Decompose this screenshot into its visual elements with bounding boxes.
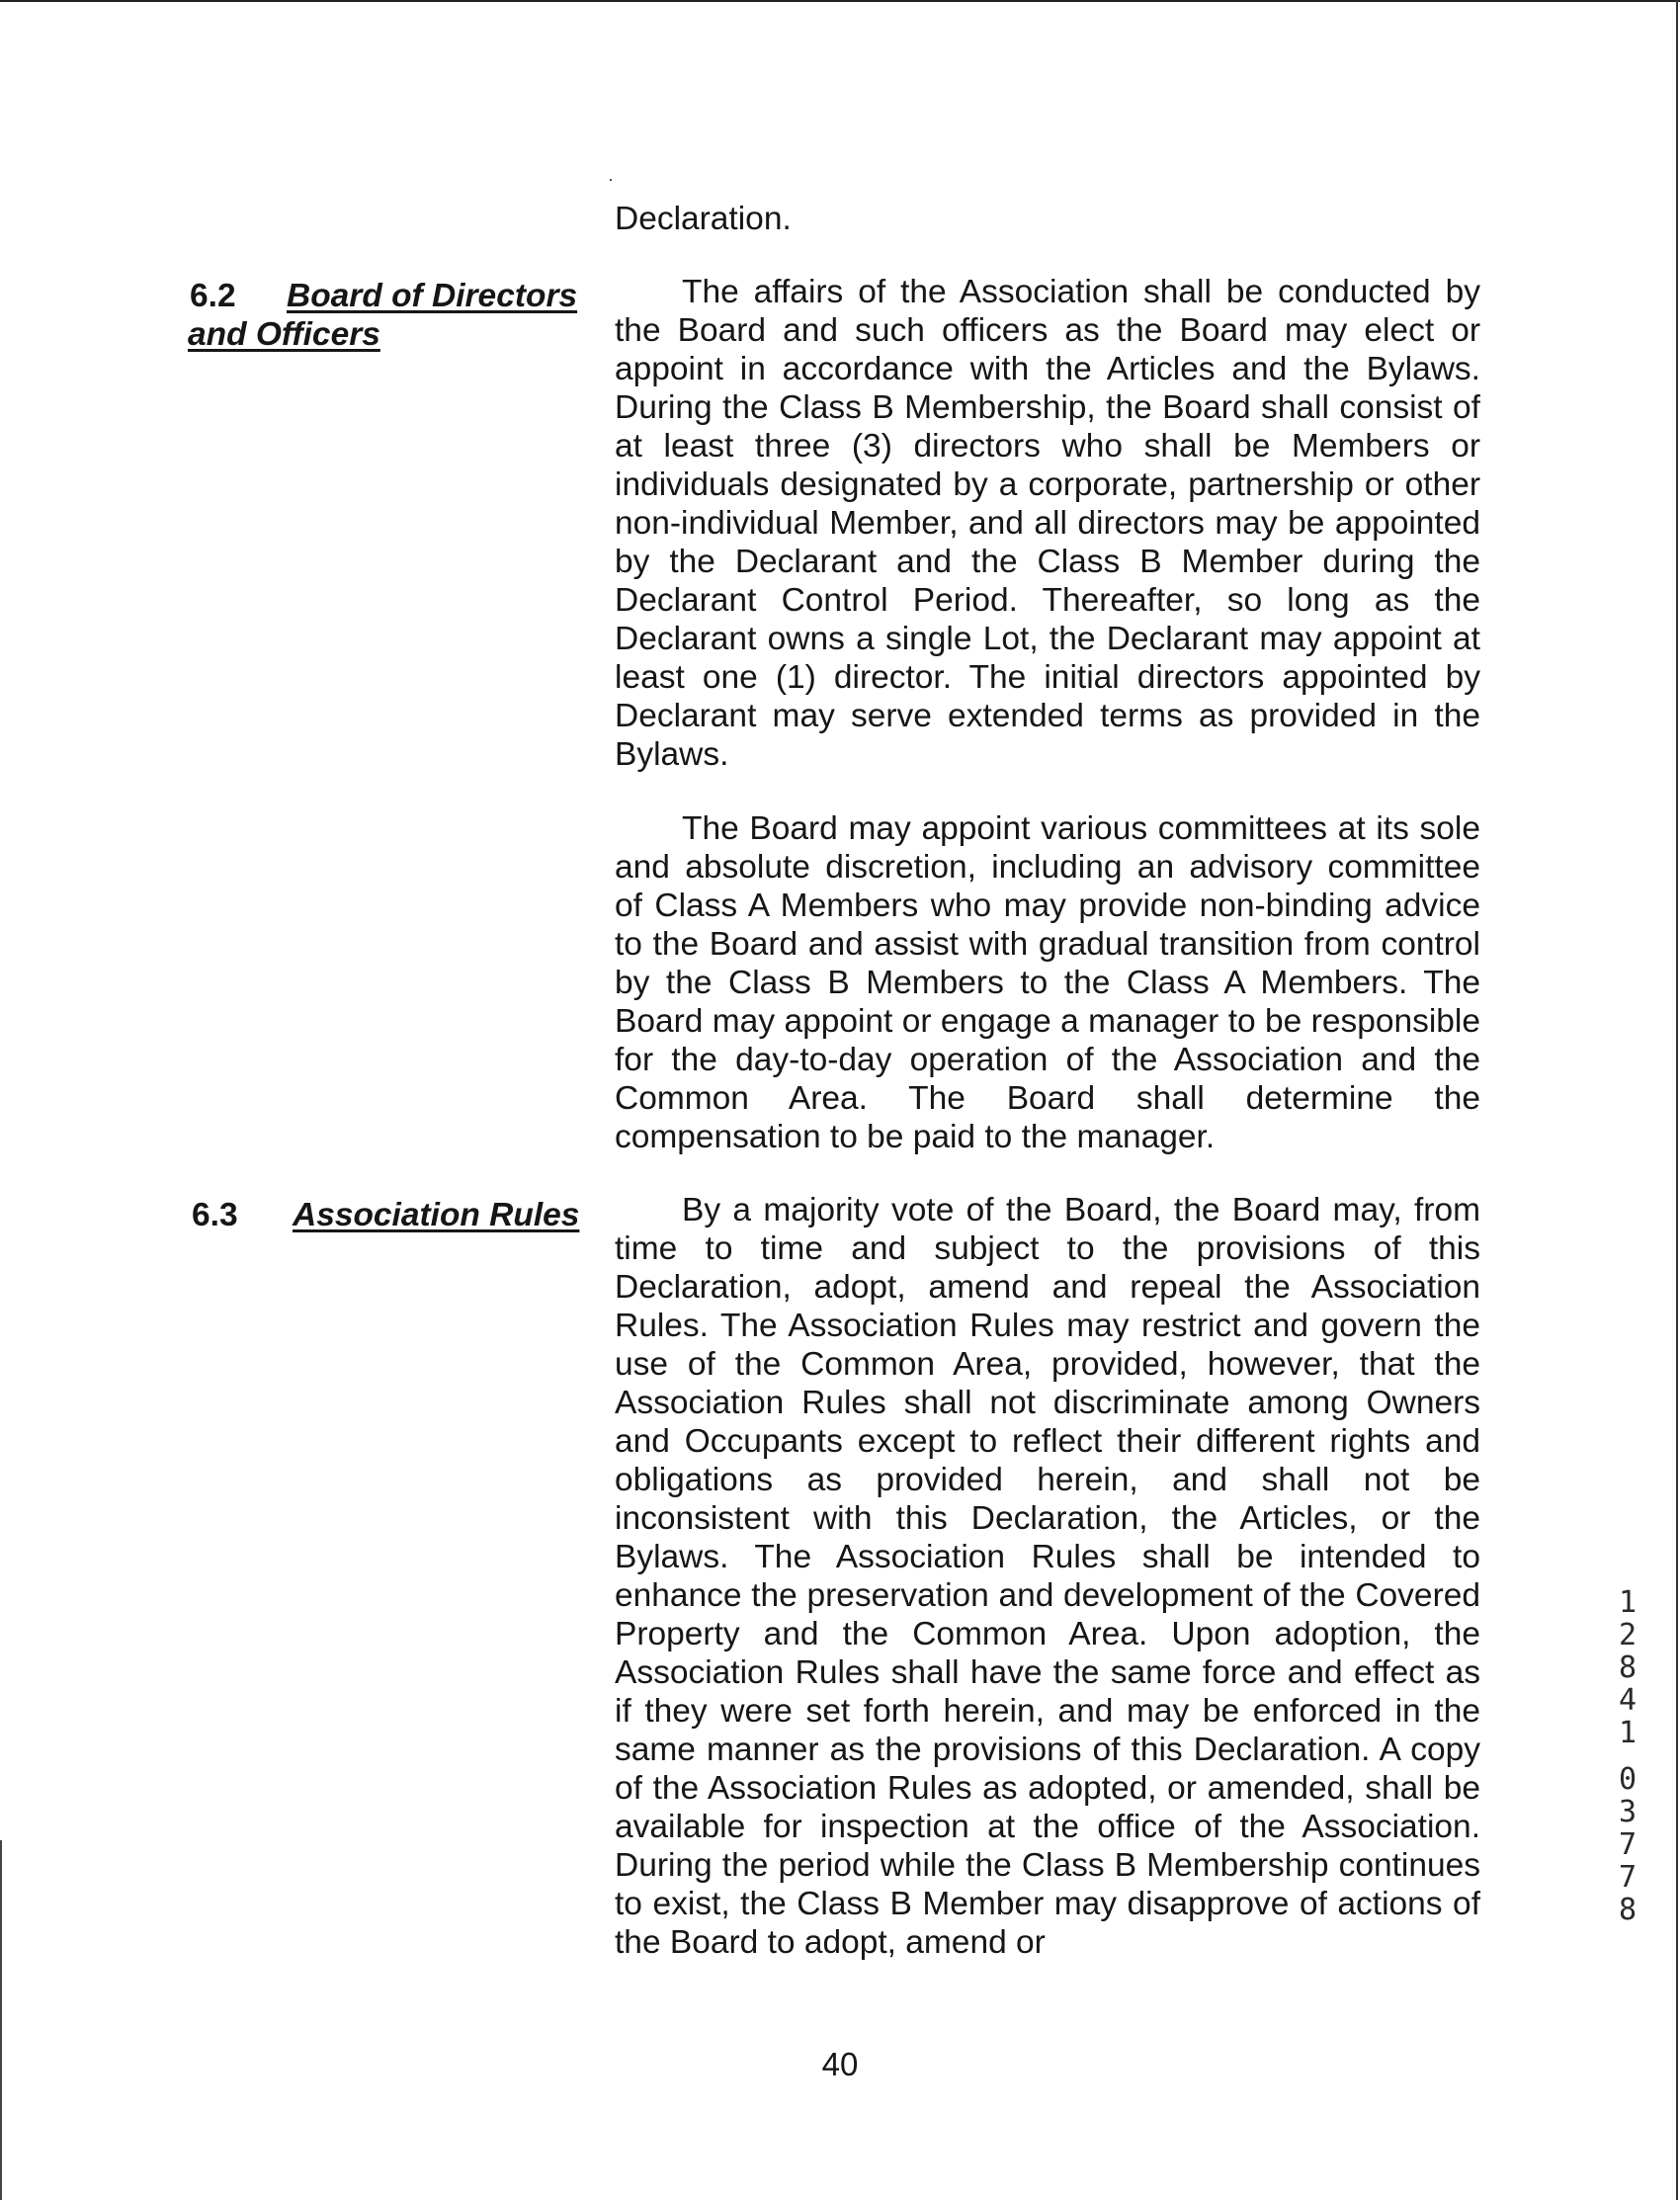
continuation-text: Declaration. (615, 201, 792, 237)
section-6-2-paragraph-2: The Board may appoint various committees at its sole and absolute discretion, including an advisory committee of Class A Members who may provide non-binding advice to the Board and assist with gradual transition from control by the Class B Members to the Class A Members. The Board may appoint or engage a manager to be responsible for the day-to-day operation of the Association and the Common Area. The Board shall determine the compensation to be paid to the manager. (615, 810, 1480, 1155)
section-6-3-number: 6.3 (192, 1197, 238, 1233)
stamp-gap (1603, 1749, 1652, 1763)
section-6-3-title: Association Rules (293, 1197, 580, 1233)
section-6-3-paragraph-1: By a majority vote of the Board, the Board may, from time to time and subject to the provisions of this Declaration, adopt, amend and repeal the Association Rules. The Association Rules may restrict and govern the use of the Common Area, provided, however, that the Association Rules shall not discriminate among Owners and Occupants except to reflect their different rights and obligations as provided herein, and shall not be inconsistent with this Declaration, the Articles, or the Bylaws. The Association Rules shall be intended to enhance the preservation and development of the Covered Property and the Common Area. Upon adoption, the Association Rules shall have the same force and effect as if they were set forth herein, and may be enforced in the same manner as the provisions of this Declaration. A copy of the Association Rules as adopted, or amended, shall be available for inspection at the office of the Association. During the period while the Class B Membership continues to exist, the Class B Member may disapprove of actions of the Board to adopt, amend or (615, 1192, 1480, 1961)
stamp-char: 7 (1618, 1827, 1638, 1862)
side-stamp-document-number (1603, 1586, 1652, 1926)
scan-border-right (1676, 0, 1678, 2200)
stamp-char: 4 (1618, 1683, 1638, 1718)
stamp-char: 8 (1618, 1893, 1638, 1927)
stamp-char: 1 (1618, 1585, 1638, 1620)
section-6-2-paragraph-1: The affairs of the Association shall be conducted by the Board and such officers as the Board may elect or appoint in accordance with the Articles and the Bylaws. During the Class B Membership, the Board shall consist of at least three (3) directors who shall be Members or individuals designated by a corporate, partnership or other non-individual Member, and all directors may be appointed by the Declarant and the Class B Member during the Declarant Control Period. Thereafter, so long as the Declarant owns a single Lot, the Declarant may appoint at least one (1) director. The initial directors appointed by Declarant may serve extended terms as provided in the Bylaws. (615, 274, 1480, 773)
scan-speck (610, 179, 612, 181)
section-6-2-title-line1: Board of Directors (287, 278, 578, 314)
stamp-char: 3 (1618, 1795, 1638, 1829)
stamp-char: 2 (1618, 1618, 1638, 1652)
stamp-char: 0 (1618, 1762, 1638, 1797)
scan-border-top (0, 0, 1680, 2)
stamp-char: 7 (1618, 1860, 1638, 1895)
section-6-2-title-line2: and Officers (188, 316, 380, 353)
page-number: 40 (821, 2046, 859, 2082)
section-6-2-number: 6.2 (190, 278, 236, 314)
stamp-char: 8 (1618, 1650, 1638, 1685)
scan-border-left-mark (0, 1840, 2, 2200)
stamp-char: 1 (1618, 1716, 1638, 1750)
